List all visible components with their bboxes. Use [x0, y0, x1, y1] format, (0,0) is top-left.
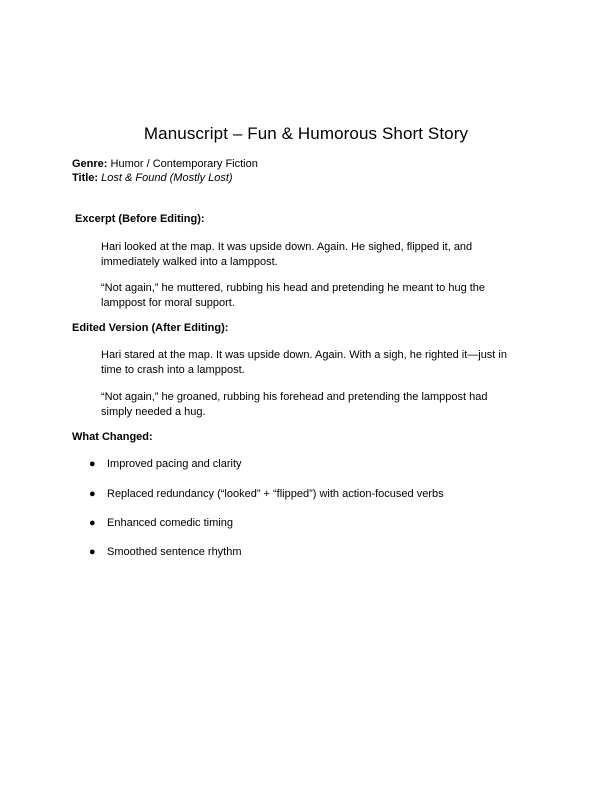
excerpt-paragraph-2: “Not again,” he muttered, rubbing his head and pretending he meant to hug the lamppost for moral support.: [101, 282, 486, 309]
list-item-text: Smoothed sentence rhythm: [107, 546, 242, 558]
genre-line: [72, 158, 258, 171]
title-value: Lost & Found (Mostly Lost): [101, 172, 233, 184]
bullet-icon: ●: [89, 458, 96, 470]
list-item-text: Enhanced comedic timing: [107, 517, 233, 529]
genre-value: Humor / Contemporary Fiction: [110, 158, 258, 170]
title-line: [72, 172, 233, 185]
list-item: [89, 488, 444, 501]
page-title: Manuscript – Fun & Humorous Short Story: [143, 124, 469, 143]
what-changed-heading: What Changed:: [72, 431, 153, 443]
bullet-icon: ●: [89, 517, 96, 529]
title-label: Title:: [72, 172, 99, 184]
edited-paragraph-1: Hari stared at the map. It was upside down. Again. With a sigh, he righted it—just in time to crash into a lamppost.: [101, 349, 507, 376]
excerpt-paragraph-1: Hari looked at the map. It was upside down. Again. He sighed, flipped it, and immediately walked into a lamppost.: [101, 241, 473, 268]
list-item-text: Replaced redundancy (“looked” + “flipped”) with action-focused verbs: [107, 488, 444, 500]
list-item: [89, 546, 242, 559]
excerpt-heading: Excerpt (Before Editing):: [75, 213, 205, 225]
bullet-icon: ●: [89, 488, 96, 500]
edited-heading: Edited Version (After Editing):: [72, 322, 229, 334]
edited-paragraph-2: “Not again,” he groaned, rubbing his forehead and pretending the lamppost had simply needed a hug.: [101, 391, 488, 418]
list-item: [89, 517, 233, 530]
list-item: [89, 458, 242, 471]
bullet-icon: ●: [89, 546, 96, 558]
list-item-text: Improved pacing and clarity: [107, 458, 242, 470]
genre-label: Genre:: [72, 158, 108, 170]
